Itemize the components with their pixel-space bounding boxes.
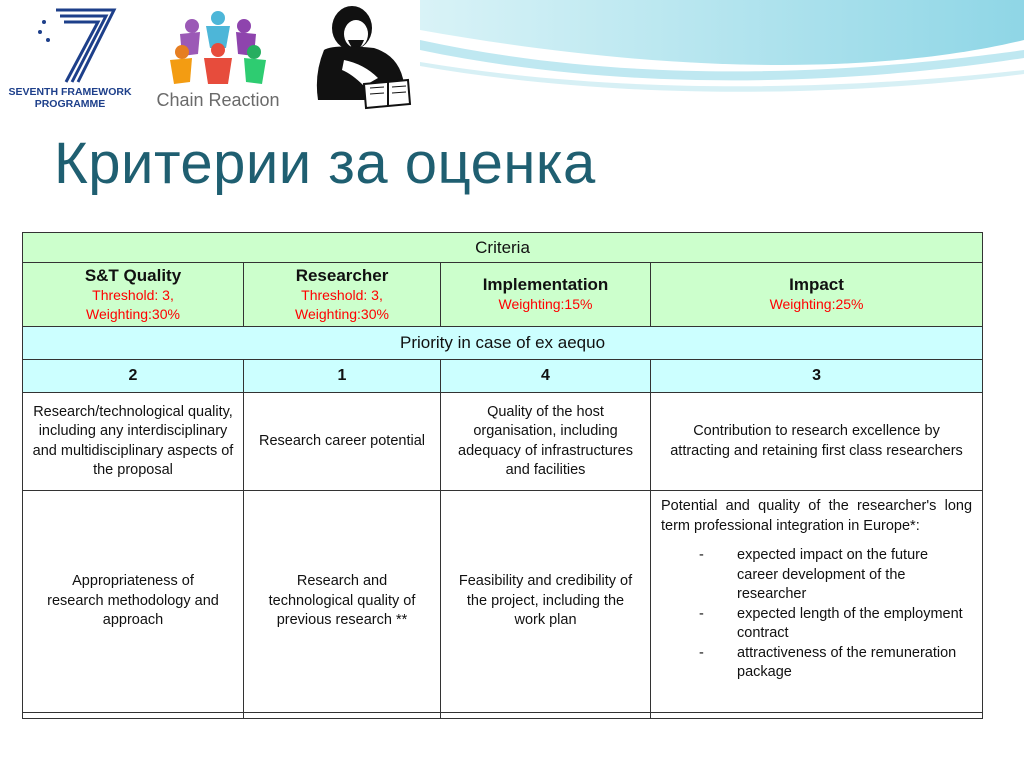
- table-cutoff-row: [23, 713, 983, 719]
- seven-logo-icon: [4, 2, 136, 86]
- weighting-text: Weighting:15%: [498, 296, 593, 312]
- column-implementation: [441, 263, 651, 327]
- fp7-logo: [4, 2, 136, 110]
- threshold-text: Threshold: 3,: [301, 286, 383, 303]
- impact-criteria-cell: [651, 491, 983, 713]
- list-item: [661, 546, 972, 605]
- column-st-quality: [23, 263, 244, 327]
- weighting-text: Weighting:25%: [769, 296, 864, 312]
- empty-cell: [441, 713, 651, 719]
- empty-cell: [651, 713, 983, 719]
- priority-value: 3: [651, 360, 983, 393]
- list-item-text: expected impact on the future career development of the researcher: [737, 547, 929, 602]
- threshold-text: Threshold: 3,: [92, 286, 174, 303]
- priority-value: 2: [23, 360, 244, 393]
- column-name: Implementation: [482, 275, 609, 294]
- bullet-dash: -: [699, 644, 704, 661]
- criteria-table: [22, 232, 983, 719]
- chain-reaction-logo: [148, 4, 288, 112]
- fp7-logo-text: SEVENTH FRAMEWORK PROGRAMME: [8, 86, 132, 110]
- list-item: [661, 644, 972, 683]
- column-impact: [651, 263, 983, 327]
- criteria-row-2: [23, 491, 983, 713]
- criteria-cell: Feasibility and credibility of the project, including the work plan: [441, 491, 651, 713]
- priority-value: 4: [441, 360, 651, 393]
- criteria-row-1: [23, 393, 983, 491]
- impact-list: [661, 546, 972, 683]
- scholar-writing-icon: [304, 0, 416, 112]
- criteria-cell: Research career potential: [244, 393, 441, 491]
- priority-header: Priority in case of ex aequo: [23, 327, 983, 360]
- priority-header-row: [23, 327, 983, 360]
- bullet-dash: -: [699, 605, 704, 622]
- weighting-text: Weighting:30%: [86, 305, 180, 322]
- empty-cell: [23, 713, 244, 719]
- column-name: Researcher: [295, 265, 389, 285]
- impact-intro: Potential and quality of the researcher's long term professional integration in Europe*:: [661, 498, 973, 534]
- criteria-header: Criteria: [23, 233, 983, 263]
- empty-cell: [244, 713, 441, 719]
- priority-value: 1: [244, 360, 441, 393]
- criteria-cell: Research/technological quality, including any interdisciplinary and multidisciplinary aspects of the proposal: [23, 393, 244, 491]
- priority-values-row: [23, 360, 983, 393]
- list-item-text: expected length of the employment contract: [737, 605, 963, 641]
- criteria-header-row: [23, 233, 983, 263]
- criteria-cell: Contribution to research excellence by attracting and retaining first class researchers: [651, 393, 983, 491]
- chain-reaction-logo-text: Chain Reaction: [156, 90, 280, 110]
- list-item: [661, 605, 972, 644]
- slide-title: Критерии за оценка: [54, 131, 596, 196]
- criteria-cell: Quality of the host organisation, including adequacy of infrastructures and facilities: [441, 393, 651, 491]
- column-name: Impact: [789, 275, 844, 294]
- scholar-illustration: [304, 0, 416, 112]
- column-name: S&T Quality: [84, 265, 182, 285]
- people-circle-icon: [148, 4, 288, 90]
- weighting-text: Weighting:30%: [295, 305, 389, 322]
- list-item-text: attractiveness of the remuneration package: [737, 644, 957, 680]
- criteria-cell: Research and technological quality of previous research **: [244, 491, 441, 713]
- column-researcher: [244, 263, 441, 327]
- criteria-columns-row: [23, 263, 983, 327]
- bullet-dash: -: [699, 547, 704, 563]
- criteria-cell: Appropriateness of research methodology and approach: [23, 491, 244, 713]
